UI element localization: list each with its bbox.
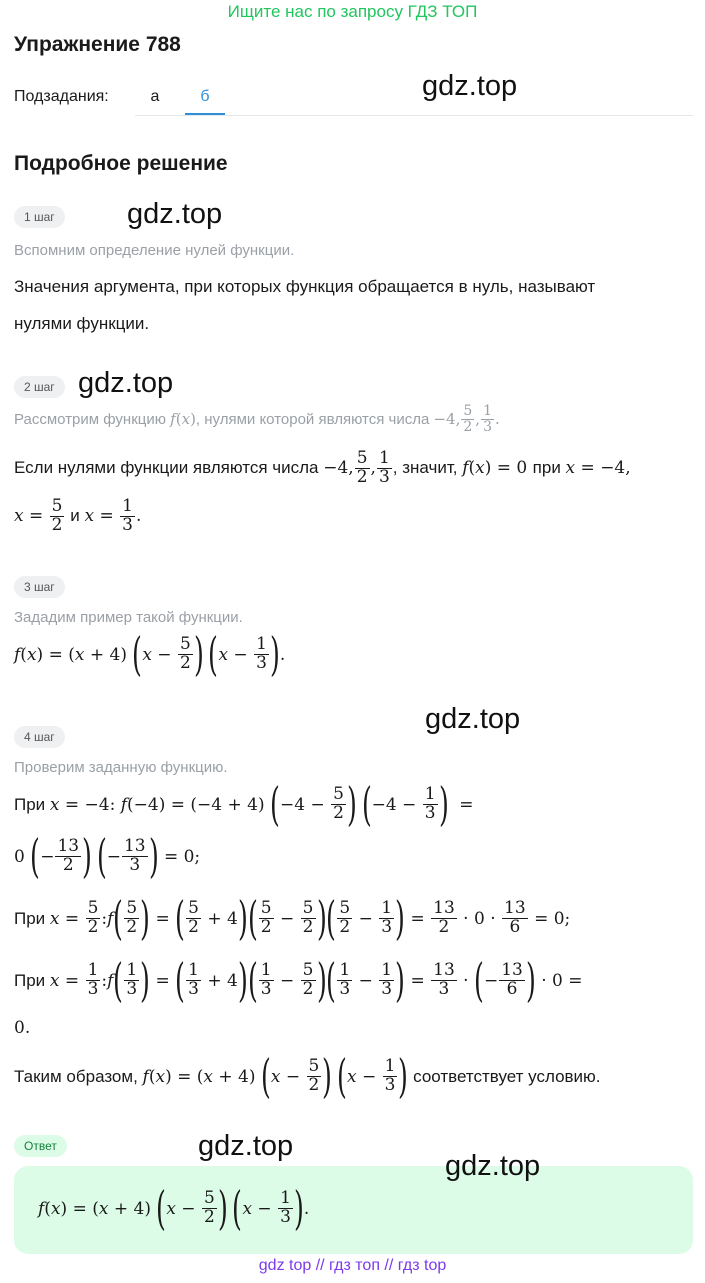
step-2-text-line1: Если нулями функции являются числа −4, $\frac{5}{2}$ , $\frac{1}{3}$ , значит, f ( x ) = 0 при x = −4,	[14, 448, 631, 487]
step-1-badge: 1 шаг	[14, 206, 65, 228]
subtask-tab-a[interactable]: а	[150, 88, 160, 105]
watermark: gdz.top	[78, 367, 174, 399]
step-3-formula: f ( x ) = ( x + 4) ( x − $\frac{5}{2}$ ) ( x − $\frac{1}{3}$ ) .	[14, 627, 286, 681]
step-2-hint-text: Рассмотрим функцию	[14, 410, 166, 428]
subtasks-label: Подзадания:	[14, 88, 109, 105]
check-line-1: При x = −4: f (−4) = (−4 + 4) ( −4 − $\frac{5}{2}$ ) ( −4 − $\frac{1}{3}$ ) =	[14, 777, 474, 831]
step-4-hint: Проверим заданную функцию.	[14, 759, 228, 776]
step-1-text-line2: нулями функции.	[14, 314, 150, 333]
step-2-badge: 2 шаг	[14, 376, 65, 398]
check-line-4: При x = $\frac{1}{3}$ : f ( $\frac{1}{3}$ ) = ( $\frac{1}{3}$ + 4 ) ( $\frac{1}{3}$ − $\frac{5}{2}$ ) ( $\frac{1}{3}$ − $\frac{1}{3}$ ) = $\frac{13}{3}$ · ( − $\frac{13}{6}$ ) · 0 =	[14, 953, 583, 1007]
conclusion-line: Таким образом, f ( x ) = ( x + 4) ( x − $\frac{5}{2}$ ) ( x − $\frac{1}{3}$ ) соответствует условию.	[14, 1049, 601, 1103]
subtask-tab-b[interactable]: б	[200, 88, 210, 105]
step-2-text-line2: x = $\frac{5}{2}$ и x = $\frac{1}{3}$ .	[14, 496, 142, 535]
watermark: gdz.top	[422, 70, 518, 102]
step-2-hint-text2: , нулями которой являются числа	[195, 410, 430, 428]
watermark: gdz.top	[425, 703, 521, 735]
watermark: gdz.top	[445, 1150, 541, 1182]
watermark: gdz.top	[127, 198, 223, 230]
tabs-divider	[135, 115, 693, 116]
step-1-text-line1: Значения аргумента, при которых функция обращается в нуль, называют	[14, 277, 596, 296]
step-3-hint: Зададим пример такой функции.	[14, 609, 243, 626]
page-title: Упражнение 788	[14, 33, 181, 56]
section-title: Подробное решение	[14, 152, 228, 175]
answer-badge: Ответ	[14, 1135, 67, 1157]
step-4-badge: 4 шаг	[14, 726, 65, 748]
check-line-3: При x = $\frac{5}{2}$ : f ( $\frac{5}{2}$ ) = ( $\frac{5}{2}$ + 4 ) ( $\frac{5}{2}$ − $\frac{5}{2}$ ) ( $\frac{5}{2}$ − $\frac{1}{3}$ ) = $\frac{13}{2}$ · 0 · $\frac{13}{6}$ = 0;	[14, 891, 571, 945]
check-line-5: 0.	[14, 1018, 31, 1038]
step-1-hint: Вспомним определение нулей функции.	[14, 242, 295, 259]
step-2-hint: Рассмотрим функцию f ( x ) , нулями которой являются числа −4, $\frac{5}{2}$ , $\frac{1}{3}$ .	[14, 403, 500, 435]
answer-formula: f ( x ) = ( x + 4) ( x − $\frac{5}{2}$ ) ( x − $\frac{1}{3}$ ) .	[38, 1181, 310, 1235]
check-line-2: 0 ( − $\frac{13}{2}$ ) ( − $\frac{13}{3}$ ) = 0;	[14, 829, 201, 883]
footer-links[interactable]: gdz top // гдз топ // гдз top	[258, 1257, 447, 1274]
top-banner: Ищите нас по запросу ГДЗ ТОП	[227, 2, 478, 21]
active-tab-underline	[185, 113, 225, 115]
step-3-badge: 3 шаг	[14, 576, 65, 598]
watermark: gdz.top	[198, 1130, 294, 1162]
